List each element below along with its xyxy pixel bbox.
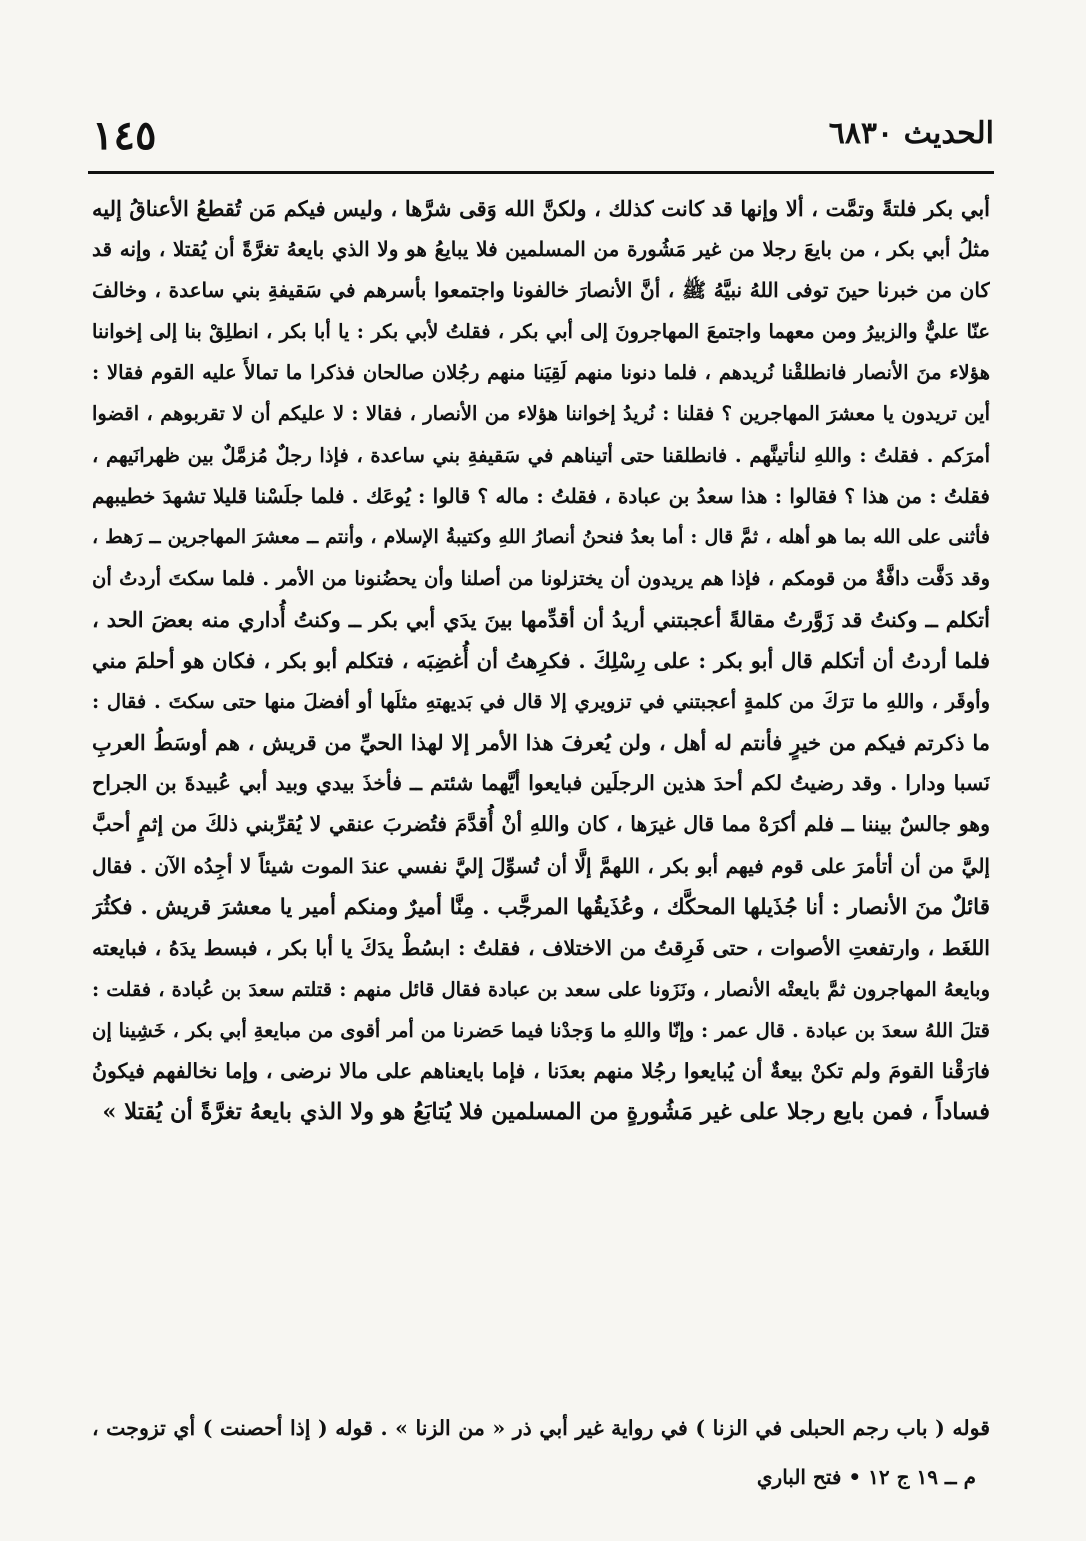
text-line: هؤلاء منَ الأنصار فانطلقْنا نُريدهم ، فلما دنونا منهم لَقِيَنا منهم رجُلان صالحان فذكرا ما تمالأَ عليه القوم فقالا : bbox=[92, 361, 990, 385]
text-line: ما ذكرتم فيكم من خيرٍ فأنتم له أهل ، ولن يُعرفَ هذا الأمر إلا لهذا الحيِّ من قريش ، هم أوسَطُ العربِ bbox=[92, 730, 990, 756]
text-line: كان من خبرنا حينَ توفى اللهُ نبيَّهُ ﷺ ، أنَّ الأنصارَ خالفونا واجتمعوا بأسرهم في سَقيفةِ بني ساعدة ، وخالفَ bbox=[92, 278, 990, 303]
text-line: قتلَ اللهُ سعدَ بن عبادة . قال عمر : وإنّا واللهِ ما وَجدْنا فيما حَضرنا من أمر أقوى من مبايعةِ أبي بكر ، خَشِينا إن bbox=[92, 1018, 990, 1042]
text-line: وأوقَر ، واللهِ ما ترَكَ من كلمةٍ أعجبتني في تزويري إلا قال في بَديهتهِ مثلَها أو أفضلَ منها حتى سكتَ . فقال : bbox=[92, 690, 990, 714]
page-number: ١٤٥ bbox=[92, 112, 157, 159]
text-line: فارَقْنا القومَ ولم تكنْ بيعةٌ أن يُبايعوا رجُلا منهم بعدَنا ، فإما بايعناهم على مالا نرضى ، وإما نخالفهم فيكونُ bbox=[92, 1058, 990, 1083]
commentary-text: قوله ( باب رجم الحبلى في الزنا ) في رواية غير أبي ذر « من الزنا » . قوله ( إذا أحصنت ) أي تزوجت ، bbox=[92, 1416, 990, 1440]
text-line: وبايعهُ المهاجرون ثمَّ بايعتْه الأنصار ، ونَزَونا على سعد بن عبادة فقال قائل منهم : قتلتم سعدَ بن عُبادة ، فقلت : bbox=[92, 977, 990, 1001]
text-line: إليَّ من أن أتأمرَ على قوم فيهم أبو بكر ، اللهمَّ إلَّا أن تُسوِّلَ إليَّ نفسي عندَ الموت شيئاً لا أجِدُه الآن . فقال bbox=[92, 853, 990, 878]
text-line: فلما أردتُ أن أتكلم قال أبو بكر : على رِسْلِكَ . فكرِهتُ أن أُغضِبَه ، فتكلم أبو بكر ، فكان هو أحلمَ مني bbox=[92, 648, 990, 674]
hadith-number-label: الحديث ٦٨٣٠ bbox=[828, 116, 994, 151]
text-line: أبي بكر فلتةً وتمَّت ، ألا وإنها قد كانت كذلك ، ولكنَّ الله وَقى شرَّها ، وليس فيكم مَن تُقطعُ الأعناقُ إليه bbox=[92, 196, 990, 221]
text-line: أين تريدون يا معشرَ المهاجرين ؟ فقلنا : نُريدُ إخواننا هؤلاء من الأنصار ، فقالا : لا عليكم أن لا تقربوهم ، اقضوا bbox=[92, 402, 990, 426]
page-header bbox=[92, 112, 994, 162]
text-line: اللغَط ، وارتفعتِ الأصوات ، حتى فَرِقتُ من الاختلاف ، فقلتُ : ابسُطْ يدَكَ يا أبا بكر ، فبسط يدَهُ ، فبايعته bbox=[92, 935, 990, 960]
text-line: عنّا عليٌّ والزبيرُ ومن معهما واجتمعَ المهاجرونَ إلى أبي بكر ، فقلتُ لأبي بكر : يا أبا بكر ، انطلِقْ بنا إلى إخواننا bbox=[92, 320, 990, 344]
text-line: وهو جالسٌ بيننا ــ فلم أكرَهْ مما قال غيرَها ، كان واللهِ أنْ أُقدَّمَ فتُضربَ عنقي لا يُقرِّبني ذلكَ من إثمٍ أحبَّ bbox=[92, 812, 990, 837]
text-line: وقد دَفَّت دافَّةٌ من قومكم ، فإذا هم يريدون أن يختزلونا من أصلنا وأن يحضُنونا من الأمر . فلما سكتَ أردتُ أن bbox=[92, 566, 990, 590]
text-line: مثلُ أبي بكر ، من بايعَ رجلا من غير مَشُورة من المسلمين فلا يبايعُ هو ولا الذي بايعهُ تغرَّةً أن يُقتلا ، وإنه قد bbox=[92, 237, 990, 262]
main-text bbox=[92, 188, 990, 1133]
text-line: أتكلم ــ وكنتُ قد زَوَّرتُ مقالةً أعجبتني أريدُ أن أقدِّمها بينَ يدَي أبي بكر ــ وكنتُ أُداري منه بعضَ الحد ، bbox=[92, 606, 990, 632]
text-line: فأثنى على الله بما هو أهله ، ثمَّ قال : أما بعدُ فنحنُ أنصارُ اللهِ وكتيبةُ الإسلام ، وأنتم ــ معشرَ المهاجرين ــ رَهط ، bbox=[92, 525, 990, 548]
text-line: نَسبا ودارا . وقد رضيتُ لكم أحدَ هذين الرجلَين فبايعوا أيَّهما شئتم ــ فأخذَ بيدي وبيد أبي عُبيدةَ بن الجراح bbox=[92, 771, 990, 796]
text-line: فساداً ، فمن بايع رجلا على غير مَشُورةٍ من المسلمين فلا يُتابَعُ هو ولا الذي بايعهُ تغرَّةً أن يُقتلا » bbox=[102, 1099, 990, 1126]
text-line: فقلتُ : من هذا ؟ فقالوا : هذا سعدُ بن عبادة ، فقلتُ : ماله ؟ قالوا : يُوعَك . فلما جلَسْنا قليلا تشهدَ خطيبهم bbox=[92, 483, 990, 508]
text-line: أمرَكم . فقلتُ : واللهِ لنأتينَّهم . فانطلقنا حتى أتيناهم في سَقيفةِ بني ساعدة ، فإذا رجلٌ مُزمَّلٌ بين ظهرانَيهم ، bbox=[92, 443, 990, 467]
page-footer: م ــ ١٩ ج ١٢ • فتح الباري bbox=[756, 1465, 976, 1489]
header-rule bbox=[88, 171, 994, 174]
text-line: قائلٌ منَ الأنصار : أنا جُذَيلها المحكَّك ، وعُذَيقُها المرجَّب . مِنَّا أميرٌ ومنكم أمير يا معشرَ قريش . فكثُرَ bbox=[92, 894, 990, 920]
